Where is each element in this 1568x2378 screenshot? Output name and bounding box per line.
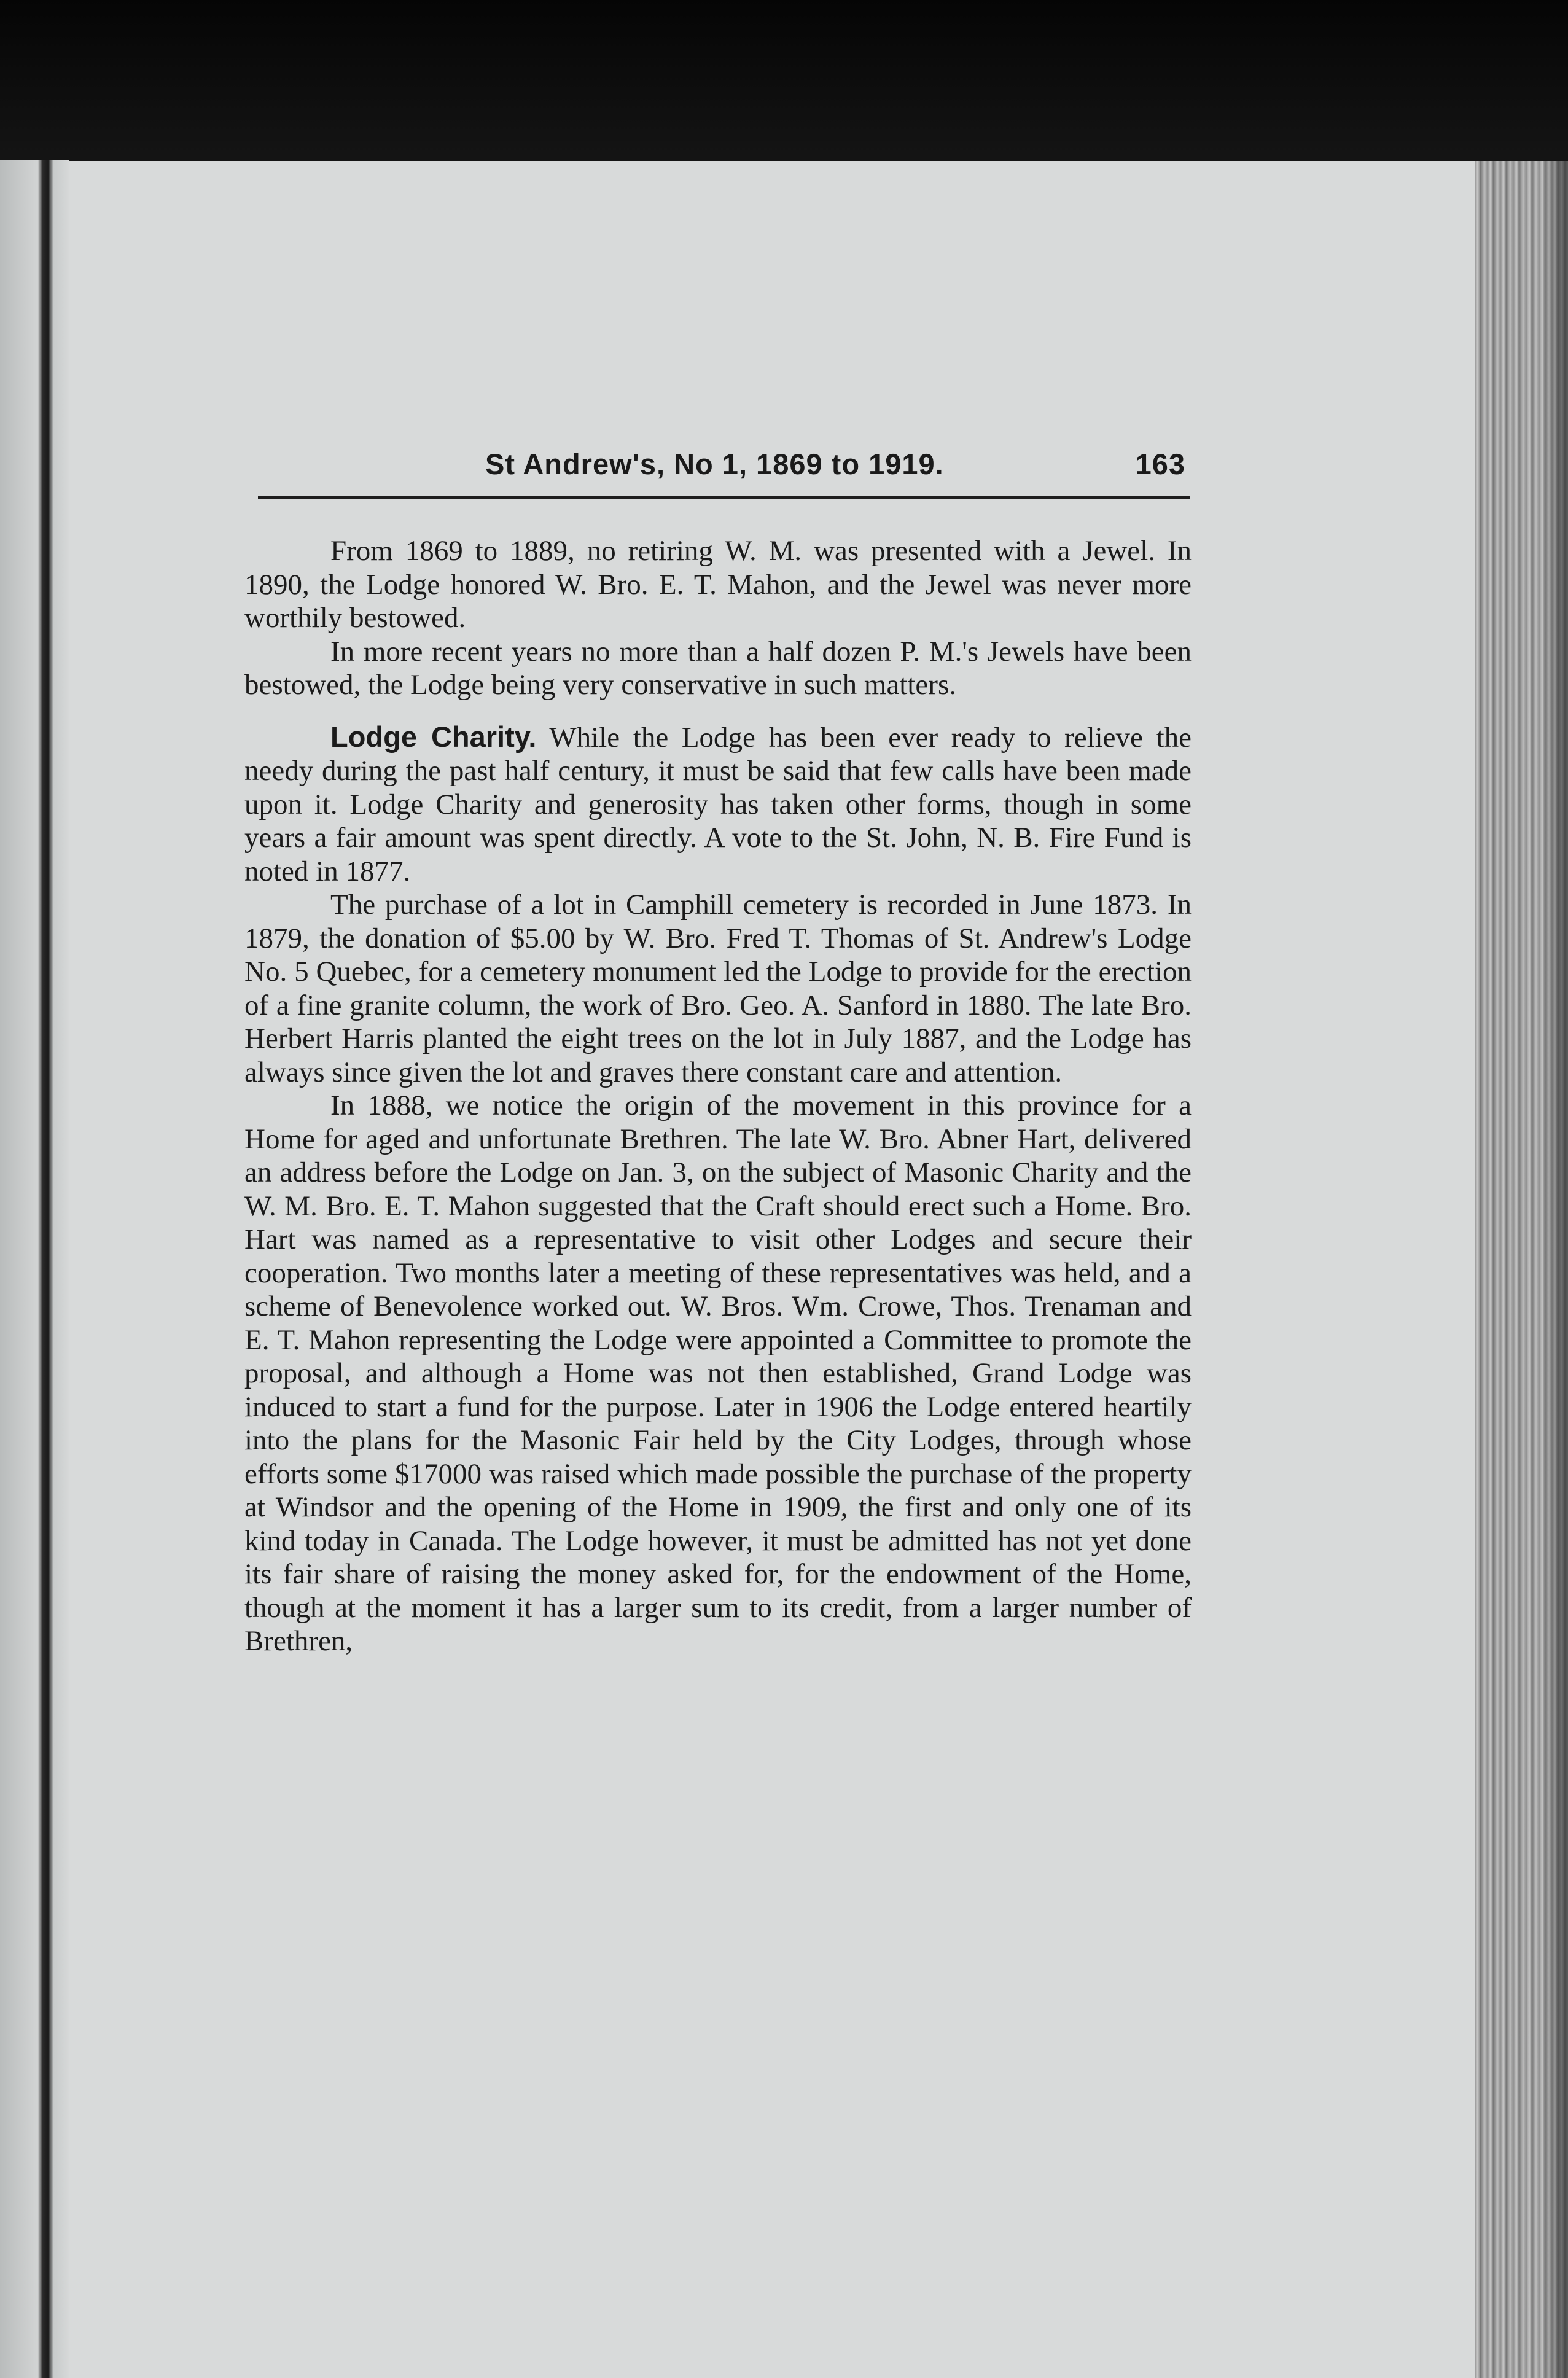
paragraph-text: In more recent years no more than a half dozen P. M.'s Jewels have been bestowed, the Lodge being very conservative in such matters.	[244, 635, 1192, 701]
paragraph-text: The purchase of a lot in Camphill cemetery is recorded in June 1873. In 1879, the donation of $5.00 by W. Bro. Fred T. Thomas of St. Andrew's Lodge No. 5 Quebec, for a cemetery monument led the Lodge to provide for the erection of a fine granite column, the work of Bro. Geo. A. Sanford in 1880. The late Bro. Herbert Harris planted the eight trees on the lot in July 1887, and the Lodge has always since given the lot and graves there constant care and attention.	[244, 889, 1192, 1088]
page-stack-edge	[1468, 161, 1568, 2378]
section-heading: Lodge Charity.	[330, 720, 537, 753]
header-rule	[258, 496, 1190, 499]
paragraph-cemetery	[244, 888, 1192, 1089]
scanner-background	[0, 0, 1568, 166]
facing-page-edge	[0, 160, 69, 2378]
body-text	[244, 534, 1192, 1658]
paragraph-masonic-home	[244, 1089, 1192, 1658]
paragraph-pm-jewels	[244, 635, 1192, 702]
paragraph-jewel	[244, 534, 1192, 635]
running-head-title: St Andrew's, No 1, 1869 to 1919.	[485, 448, 944, 480]
running-head	[258, 447, 1192, 496]
paragraph-text: In 1888, we notice the origin of the movement in this province for a Home for aged and unfortunate Brethren. The late W. Bro. Abner Hart, delivered an address before the Lodge on Jan. 3, on the subject of Masonic Charity and the W. M. Bro. E. T. Mahon suggested that the Craft should erect such a Home. Bro. Hart was named as a representative to visit other Lodges and secure their cooperation. Two months later a meeting of these representatives was held, and a scheme of Benevolence worked out. W. Bros. Wm. Crowe, Thos. Trenaman and E. T. Mahon representing the Lodge were appointed a Committee to promote the proposal, and although a Home was not then established, Grand Lodge was induced to start a fund for the purpose. Later in 1906 the Lodge entered heartily into the plans for the Masonic Fair held by the City Lodges, through whose efforts some $17000 was raised which made possible the purchase of the property at Windsor and the opening of the Home in 1909, the first and only one of its kind today in Canada. The Lodge however, it must be admitted has not yet done its fair share of raising the money asked for, for the endowment of the Home, though at the moment it has a larger sum to its credit, from a larger number of Brethren,	[244, 1090, 1192, 1657]
paragraph-text: While the Lodge has been ever ready to relieve the needy during the past half century, it must be said that few calls have been made upon it. Lodge Charity and generosity has taken other forms, though in some years a fair amount was spent directly. A vote to the St. John, N. B. Fire Fund is noted in 1877.	[244, 721, 1192, 887]
paragraph-lodge-charity	[244, 720, 1192, 889]
paragraph-text: From 1869 to 1889, no retiring W. M. was presented with a Jewel. In 1890, the Lodge honored W. Bro. E. T. Mahon, and the Jewel was never more worthily bestowed.	[244, 535, 1192, 634]
page-number: 163	[1135, 448, 1185, 480]
